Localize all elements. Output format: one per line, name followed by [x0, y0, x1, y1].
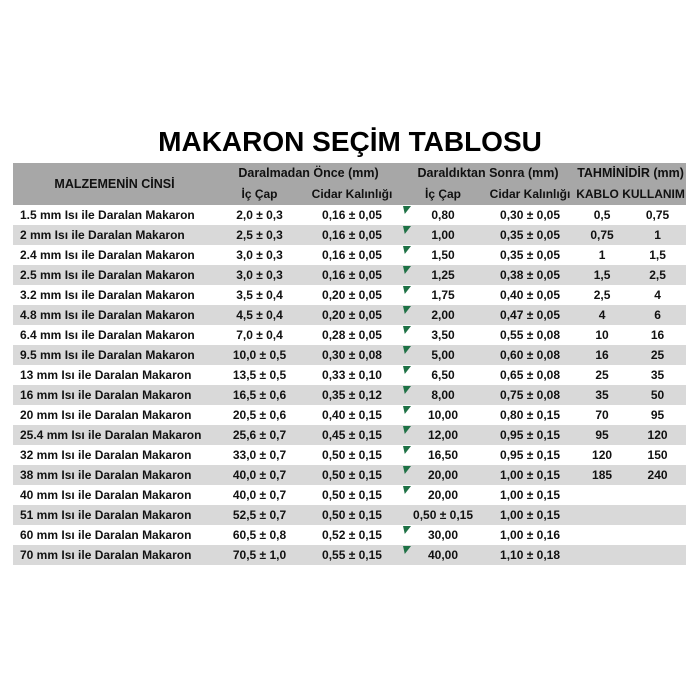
table-row	[13, 245, 686, 265]
cable-usage-min-cell: 1,5	[575, 265, 629, 285]
before-wall-thickness-cell: 0,16 ± 0,05	[303, 205, 401, 225]
before-wall-thickness-cell: 0,20 ± 0,05	[303, 285, 401, 305]
after-inner-diameter-cell: 0,80	[401, 205, 485, 225]
table-body	[13, 205, 686, 565]
table-row	[13, 305, 686, 325]
cable-usage-max-cell: 6	[629, 305, 686, 325]
before-inner-diameter-cell: 3,0 ± 0,3	[216, 245, 303, 265]
cable-usage-min-cell	[575, 505, 629, 525]
material-name-cell: 2.4 mm Isı ile Daralan Makaron	[13, 245, 216, 265]
before-inner-diameter-cell: 40,0 ± 0,7	[216, 485, 303, 505]
before-wall-thickness-cell: 0,52 ± 0,15	[303, 525, 401, 545]
before-wall-thickness-cell: 0,40 ± 0,15	[303, 405, 401, 425]
after-wall-thickness-cell: 0,40 ± 0,05	[485, 285, 575, 305]
material-name-cell: 9.5 mm Isı ile Daralan Makaron	[13, 345, 216, 365]
after-inner-diameter-cell: 10,00	[401, 405, 485, 425]
material-name-cell: 25.4 mm Isı ile Daralan Makaron	[13, 425, 216, 445]
before-inner-diameter-cell: 25,6 ± 0,7	[216, 425, 303, 445]
table-row	[13, 265, 686, 285]
before-wall-thickness-cell: 0,30 ± 0,08	[303, 345, 401, 365]
column-header-inner-diameter-before: İç Çap	[216, 184, 303, 205]
cable-usage-min-cell: 2,5	[575, 285, 629, 305]
after-inner-diameter-cell: 20,00	[401, 485, 485, 505]
before-inner-diameter-cell: 16,5 ± 0,6	[216, 385, 303, 405]
after-wall-thickness-cell: 0,47 ± 0,05	[485, 305, 575, 325]
before-wall-thickness-cell: 0,35 ± 0,12	[303, 385, 401, 405]
comment-marker-icon	[403, 306, 411, 314]
table-row	[13, 205, 686, 225]
after-inner-diameter-cell: 40,00	[401, 545, 485, 565]
cable-usage-min-cell	[575, 545, 629, 565]
cable-usage-max-cell: 1	[629, 225, 686, 245]
table-row	[13, 525, 686, 545]
cable-usage-min-cell: 1	[575, 245, 629, 265]
after-inner-diameter-cell: 3,50	[401, 325, 485, 345]
before-inner-diameter-cell: 10,0 ± 0,5	[216, 345, 303, 365]
comment-marker-icon	[403, 406, 411, 414]
table-row	[13, 545, 686, 565]
cable-usage-max-cell: 95	[629, 405, 686, 425]
before-inner-diameter-cell: 7,0 ± 0,4	[216, 325, 303, 345]
after-wall-thickness-cell: 0,38 ± 0,05	[485, 265, 575, 285]
cable-usage-max-cell: 16	[629, 325, 686, 345]
after-inner-diameter-cell: 1,00	[401, 225, 485, 245]
table-header	[13, 163, 686, 205]
cable-usage-max-cell	[629, 485, 686, 505]
material-name-cell: 60 mm Isı ile Daralan Makaron	[13, 525, 216, 545]
before-inner-diameter-cell: 60,5 ± 0,8	[216, 525, 303, 545]
before-inner-diameter-cell: 3,0 ± 0,3	[216, 265, 303, 285]
material-name-cell: 16 mm Isı ile Daralan Makaron	[13, 385, 216, 405]
after-inner-diameter-cell: 1,25	[401, 265, 485, 285]
comment-marker-icon	[403, 546, 411, 554]
before-inner-diameter-cell: 3,5 ± 0,4	[216, 285, 303, 305]
cable-usage-max-cell: 1,5	[629, 245, 686, 265]
column-header-cable-usage: KABLO KULLANIM	[575, 184, 686, 205]
before-inner-diameter-cell: 4,5 ± 0,4	[216, 305, 303, 325]
makaron-selection-table	[13, 163, 686, 565]
comment-marker-icon	[403, 286, 411, 294]
after-wall-thickness-cell: 1,10 ± 0,18	[485, 545, 575, 565]
after-inner-diameter-cell: 1,75	[401, 285, 485, 305]
comment-marker-icon	[403, 466, 411, 474]
after-wall-thickness-cell: 0,55 ± 0,08	[485, 325, 575, 345]
comment-marker-icon	[403, 266, 411, 274]
before-inner-diameter-cell: 52,5 ± 0,7	[216, 505, 303, 525]
cable-usage-min-cell	[575, 525, 629, 545]
comment-marker-icon	[403, 426, 411, 434]
after-inner-diameter-cell: 5,00	[401, 345, 485, 365]
material-name-cell: 3.2 mm Isı ile Daralan Makaron	[13, 285, 216, 305]
cable-usage-min-cell: 95	[575, 425, 629, 445]
before-wall-thickness-cell: 0,16 ± 0,05	[303, 225, 401, 245]
cable-usage-min-cell: 16	[575, 345, 629, 365]
table-row	[13, 225, 686, 245]
cable-usage-min-cell: 10	[575, 325, 629, 345]
cable-usage-max-cell: 240	[629, 465, 686, 485]
table-row	[13, 385, 686, 405]
after-wall-thickness-cell: 0,80 ± 0,15	[485, 405, 575, 425]
cable-usage-min-cell: 185	[575, 465, 629, 485]
cable-usage-min-cell: 120	[575, 445, 629, 465]
after-wall-thickness-cell: 0,95 ± 0,15	[485, 445, 575, 465]
column-header-wall-thickness-after: Cidar Kalınlığı	[485, 184, 575, 205]
after-inner-diameter-cell: 6,50	[401, 365, 485, 385]
material-name-cell: 38 mm Isı ile Daralan Makaron	[13, 465, 216, 485]
cable-usage-max-cell: 25	[629, 345, 686, 365]
after-wall-thickness-cell: 0,35 ± 0,05	[485, 225, 575, 245]
material-name-cell: 40 mm Isı ile Daralan Makaron	[13, 485, 216, 505]
before-inner-diameter-cell: 13,5 ± 0,5	[216, 365, 303, 385]
material-name-cell: 2 mm Isı ile Daralan Makaron	[13, 225, 216, 245]
table-row	[13, 425, 686, 445]
table-row	[13, 405, 686, 425]
table-row	[13, 365, 686, 385]
column-group-estimate: TAHMİNİDİR (mm)	[575, 163, 686, 184]
before-inner-diameter-cell: 2,0 ± 0,3	[216, 205, 303, 225]
before-inner-diameter-cell: 2,5 ± 0,3	[216, 225, 303, 245]
cable-usage-max-cell: 120	[629, 425, 686, 445]
after-wall-thickness-cell: 1,00 ± 0,15	[485, 485, 575, 505]
comment-marker-icon	[403, 446, 411, 454]
after-inner-diameter-cell: 8,00	[401, 385, 485, 405]
before-wall-thickness-cell: 0,33 ± 0,10	[303, 365, 401, 385]
cable-usage-min-cell: 0,75	[575, 225, 629, 245]
cable-usage-max-cell	[629, 505, 686, 525]
material-name-cell: 6.4 mm Isı ile Daralan Makaron	[13, 325, 216, 345]
before-wall-thickness-cell: 0,50 ± 0,15	[303, 505, 401, 525]
table-row	[13, 485, 686, 505]
comment-marker-icon	[403, 526, 411, 534]
cable-usage-max-cell	[629, 525, 686, 545]
before-wall-thickness-cell: 0,16 ± 0,05	[303, 245, 401, 265]
after-wall-thickness-cell: 0,75 ± 0,08	[485, 385, 575, 405]
comment-marker-icon	[403, 366, 411, 374]
table-row	[13, 445, 686, 465]
after-inner-diameter-cell: 20,00	[401, 465, 485, 485]
material-name-cell: 70 mm Isı ile Daralan Makaron	[13, 545, 216, 565]
cable-usage-min-cell: 0,5	[575, 205, 629, 225]
cable-usage-max-cell: 0,75	[629, 205, 686, 225]
after-wall-thickness-cell: 0,30 ± 0,05	[485, 205, 575, 225]
before-wall-thickness-cell: 0,16 ± 0,05	[303, 265, 401, 285]
cable-usage-max-cell: 150	[629, 445, 686, 465]
after-inner-diameter-cell: 30,00	[401, 525, 485, 545]
after-inner-diameter-cell: 16,50	[401, 445, 485, 465]
after-wall-thickness-cell: 0,65 ± 0,08	[485, 365, 575, 385]
comment-marker-icon	[403, 486, 411, 494]
table-row	[13, 505, 686, 525]
after-inner-diameter-cell: 2,00	[401, 305, 485, 325]
cable-usage-min-cell: 70	[575, 405, 629, 425]
before-inner-diameter-cell: 20,5 ± 0,6	[216, 405, 303, 425]
column-group-after-shrink: Daraldıktan Sonra (mm)	[401, 163, 575, 184]
after-wall-thickness-cell: 0,95 ± 0,15	[485, 425, 575, 445]
column-header-wall-thickness-before: Cidar Kalınlığı	[303, 184, 401, 205]
after-wall-thickness-cell: 1,00 ± 0,15	[485, 465, 575, 485]
column-group-before-shrink: Daralmadan Önce (mm)	[216, 163, 401, 184]
after-wall-thickness-cell: 0,60 ± 0,08	[485, 345, 575, 365]
comment-marker-icon	[403, 326, 411, 334]
page-title: MAKARON SEÇİM TABLOSU	[158, 126, 542, 157]
before-inner-diameter-cell: 33,0 ± 0,7	[216, 445, 303, 465]
material-name-cell: 1.5 mm Isı ile Daralan Makaron	[13, 205, 216, 225]
before-wall-thickness-cell: 0,50 ± 0,15	[303, 445, 401, 465]
after-wall-thickness-cell: 1,00 ± 0,16	[485, 525, 575, 545]
material-name-cell: 4.8 mm Isı ile Daralan Makaron	[13, 305, 216, 325]
table-row	[13, 325, 686, 345]
table-row	[13, 345, 686, 365]
cable-usage-max-cell: 2,5	[629, 265, 686, 285]
cable-usage-max-cell	[629, 545, 686, 565]
cable-usage-max-cell: 50	[629, 385, 686, 405]
before-inner-diameter-cell: 70,5 ± 1,0	[216, 545, 303, 565]
table-row	[13, 465, 686, 485]
before-wall-thickness-cell: 0,50 ± 0,15	[303, 465, 401, 485]
column-header-inner-diameter-after: İç Çap	[401, 184, 485, 205]
comment-marker-icon	[403, 386, 411, 394]
before-wall-thickness-cell: 0,28 ± 0,05	[303, 325, 401, 345]
after-inner-diameter-cell: 12,00	[401, 425, 485, 445]
material-name-cell: 13 mm Isı ile Daralan Makaron	[13, 365, 216, 385]
comment-marker-icon	[403, 246, 411, 254]
cable-usage-max-cell: 35	[629, 365, 686, 385]
cable-usage-min-cell: 4	[575, 305, 629, 325]
cable-usage-min-cell: 35	[575, 385, 629, 405]
cable-usage-max-cell: 4	[629, 285, 686, 305]
material-name-cell: 51 mm Isı ile Daralan Makaron	[13, 505, 216, 525]
before-wall-thickness-cell: 0,45 ± 0,15	[303, 425, 401, 445]
material-name-cell: 32 mm Isı ile Daralan Makaron	[13, 445, 216, 465]
after-inner-diameter-cell: 1,50	[401, 245, 485, 265]
after-inner-diameter-cell: 0,50 ± 0,15	[401, 505, 485, 525]
after-wall-thickness-cell: 0,35 ± 0,05	[485, 245, 575, 265]
after-wall-thickness-cell: 1,00 ± 0,15	[485, 505, 575, 525]
before-wall-thickness-cell: 0,20 ± 0,05	[303, 305, 401, 325]
before-wall-thickness-cell: 0,50 ± 0,15	[303, 485, 401, 505]
table-row	[13, 285, 686, 305]
before-inner-diameter-cell: 40,0 ± 0,7	[216, 465, 303, 485]
comment-marker-icon	[403, 226, 411, 234]
material-name-cell: 2.5 mm Isı ile Daralan Makaron	[13, 265, 216, 285]
column-header-material: MALZEMENİN CİNSİ	[13, 163, 216, 205]
comment-marker-icon	[403, 206, 411, 214]
material-name-cell: 20 mm Isı ile Daralan Makaron	[13, 405, 216, 425]
before-wall-thickness-cell: 0,55 ± 0,15	[303, 545, 401, 565]
comment-marker-icon	[403, 346, 411, 354]
cable-usage-min-cell: 25	[575, 365, 629, 385]
cable-usage-min-cell	[575, 485, 629, 505]
